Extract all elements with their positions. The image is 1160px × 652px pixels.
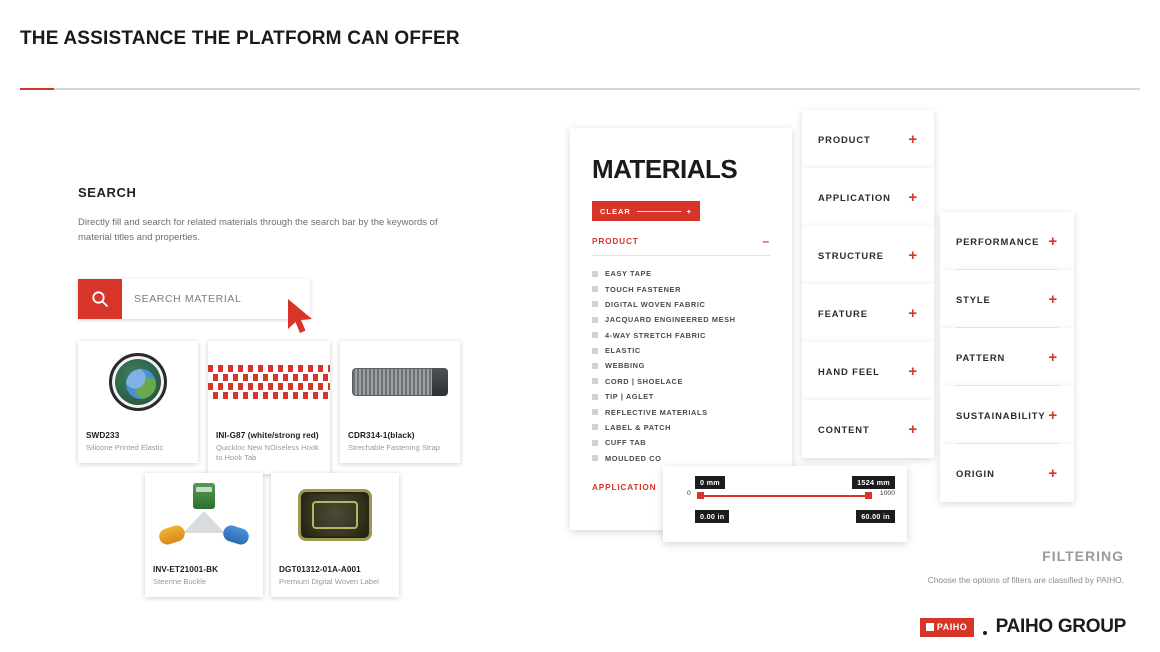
product-card[interactable] [340,341,460,463]
title-divider [20,88,1140,90]
filtering-section-title: FILTERING [1042,548,1124,564]
checkbox-icon[interactable] [592,409,598,415]
product-name: INV-ET21001-BK [153,565,219,574]
list-item[interactable] [592,343,770,358]
checkbox-icon[interactable] [592,317,598,323]
list-item[interactable] [592,389,770,404]
product-thumbnail [145,473,263,557]
woven-label-patch-graphic [298,489,372,541]
plus-icon: + [908,420,918,438]
brand-logo [920,616,1126,638]
option-label: ELASTIC [605,346,641,356]
filter-label: ORIGIN [956,467,995,479]
filter-card-application[interactable] [802,168,934,226]
filter-card-hand-feel[interactable] [802,342,934,400]
checkbox-icon[interactable] [592,378,598,384]
elastic-strip-graphic [208,359,330,405]
filter-card-feature[interactable] [802,284,934,342]
product-thumbnail [271,473,399,557]
search-input[interactable]: SEARCH MATERIAL [122,279,310,319]
filter-card-structure[interactable] [802,226,934,284]
plus-icon: + [908,362,918,380]
option-label: TIP | AGLET [605,392,654,402]
list-item[interactable] [592,328,770,343]
plus-icon: + [1048,348,1058,366]
list-item[interactable] [592,420,770,435]
range-scale-max: 1000 [879,490,895,497]
filter-label: PATTERN [956,351,1006,363]
checkbox-icon[interactable] [592,440,598,446]
product-thumbnail [208,341,330,423]
filter-label: PERFORMANCE [956,235,1040,247]
option-label: LABEL & PATCH [605,422,672,432]
option-label: 4-WAY STRETCH FABRIC [605,330,707,340]
product-subtitle: Silicone Printed Elastic [86,443,164,452]
checkbox-icon[interactable] [592,332,598,338]
filter-label: FEATURE [818,307,868,319]
list-item[interactable] [592,281,770,296]
logo-dot-icon [983,631,987,635]
list-item[interactable] [592,297,770,312]
globe-badge-icon [109,353,167,411]
logo-wordmark: PAIHO GROUP [995,616,1126,637]
checkbox-icon[interactable] [592,301,598,307]
product-thumbnail [340,341,460,423]
list-item[interactable] [592,374,770,389]
plus-icon: + [1048,290,1058,308]
option-label: TOUCH FASTENER [605,284,682,294]
fastening-strap-graphic [352,368,448,396]
filter-label: SUSTAINABILITY [956,409,1046,421]
section-label: PRODUCT [592,236,639,246]
product-name: INI-G87 (white/strong red) [216,431,319,440]
range-track[interactable] [699,495,871,497]
section-label: APPLICATION [592,481,657,492]
option-label: REFLECTIVE MATERIALS [605,407,708,417]
plus-icon: + [908,130,918,148]
range-scale-min: 0 [687,490,691,497]
range-max-tag: 1524 mm [852,476,895,489]
checkbox-icon[interactable] [592,455,598,461]
checkbox-icon[interactable] [592,363,598,369]
filter-card-product[interactable] [802,110,934,168]
clear-label: CLEAR [600,206,631,216]
filter-card-pattern[interactable] [940,328,1074,386]
range-handle-max[interactable] [865,492,872,499]
list-item[interactable] [592,451,770,466]
search-section-description: Directly fill and search for related materials through the search bar by the keywords of material titles and properties. [78,217,438,243]
minus-icon: – [762,234,770,248]
clear-filters-button[interactable] [592,201,700,221]
product-card[interactable] [78,341,198,463]
filter-card-sustainability[interactable] [940,386,1074,444]
list-item[interactable] [592,404,770,419]
range-filter-panel[interactable] [663,466,907,542]
option-label: CORD | SHOELACE [605,376,683,386]
logo-mark-text: PAIHO [936,622,968,632]
checkbox-icon[interactable] [592,348,598,354]
product-card[interactable] [145,473,263,597]
plus-icon: + [1048,232,1058,250]
logo-square-icon [926,623,934,631]
product-thumbnail [78,341,198,423]
filter-label: APPLICATION [818,191,891,203]
search-button[interactable] [78,279,122,319]
option-label: CUFF TAB [605,438,647,448]
materials-section-product[interactable] [592,235,770,256]
filter-card-origin[interactable] [940,444,1074,502]
checkbox-icon[interactable] [592,394,598,400]
checkbox-icon[interactable] [592,271,598,277]
checkbox-icon[interactable] [592,286,598,292]
plus-icon: + [908,246,918,264]
page-title: THE ASSISTANCE THE PLATFORM CAN OFFER [20,28,460,49]
list-item[interactable] [592,266,770,281]
filter-label: HAND FEEL [818,365,880,377]
option-label: DIGITAL WOVEN FABRIC [605,299,706,309]
filter-card-content[interactable] [802,400,934,458]
option-label: JACQUARD ENGINEERED MESH [605,315,736,325]
filter-label: STRUCTURE [818,249,884,261]
range-max-inch-tag: 60.00 in [856,510,895,523]
option-label: WEBBING [605,361,645,371]
list-item[interactable] [592,435,770,450]
product-subtitle: Premium Digital Woven Label [279,577,379,586]
range-min-tag: 0 mm [695,476,725,489]
product-name: CDR314-1(black) [348,431,415,440]
plus-icon: + [908,188,918,206]
buckle-graphic [159,483,249,547]
filtering-section-description: Choose the options of filters are classified by PAIHO. [927,575,1124,585]
plus-icon: + [1048,406,1058,424]
mouse-cursor-icon [286,299,320,337]
product-name: DGT01312-01A-A001 [279,565,361,574]
product-subtitle: Quickloc New NOiseless Hook to Hook Tab [216,443,319,463]
list-item[interactable] [592,312,770,327]
plus-icon: + [908,304,918,322]
option-label: EASY TAPE [605,269,652,279]
product-card[interactable] [208,341,330,474]
plus-icon: + [1048,464,1058,482]
filter-label: CONTENT [818,423,870,435]
clear-plus-icon: + [686,206,692,216]
filter-label: STYLE [956,293,991,305]
product-option-list [592,266,770,466]
product-subtitle: Strechable Fastening Strap [348,443,441,452]
paiho-logo-mark [920,618,974,637]
range-min-inch-tag: 0.00 in [695,510,729,523]
search-icon [91,290,109,308]
product-name: SWD233 [86,431,120,440]
filter-card-style[interactable] [940,270,1074,328]
search-section-heading: SEARCH [78,185,137,200]
product-subtitle: Steerine Buckle [153,577,207,586]
search-bar[interactable] [78,279,310,319]
title-divider-accent [20,88,54,90]
filter-label: PRODUCT [818,133,871,145]
clear-divider [637,211,681,212]
range-handle-min[interactable] [697,492,704,499]
materials-panel-title: MATERIALS [592,154,738,184]
option-label: MOULDED CO [605,453,662,463]
list-item[interactable] [592,358,770,373]
product-card[interactable] [271,473,399,597]
filter-card-performance[interactable] [940,212,1074,270]
checkbox-icon[interactable] [592,424,598,430]
